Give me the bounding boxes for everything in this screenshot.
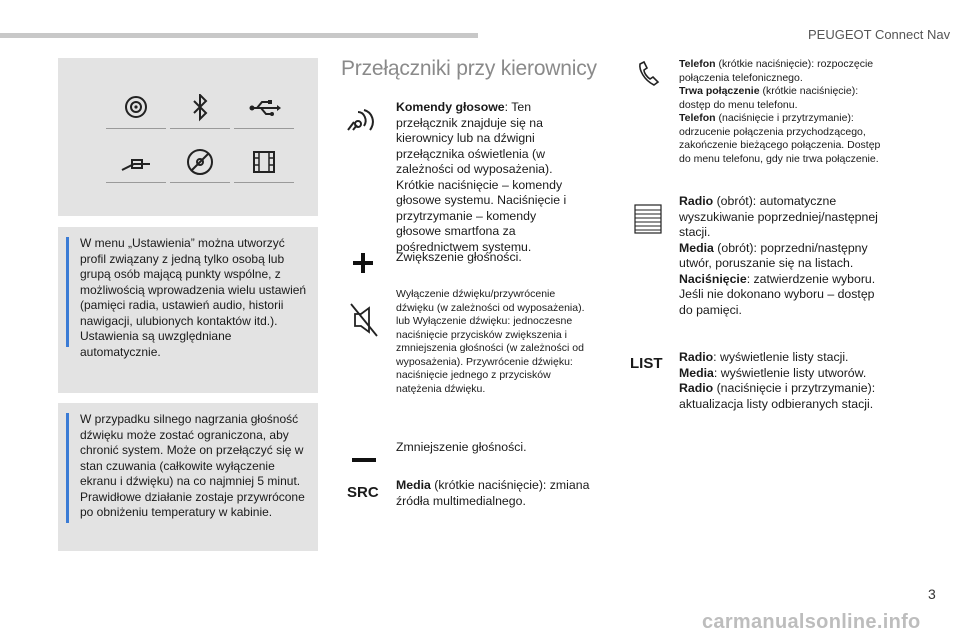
src-label: Media	[396, 478, 431, 492]
list-text-2: : wyświetlenie listy utworów.	[713, 365, 867, 380]
info-accent-bar	[66, 413, 69, 523]
list-text-1: : wyświetlenie listy stacji.	[713, 350, 849, 364]
wheel-text-3: : zatwierdzenie wyboru. Jeśli nie dokonano wyboru – dostęp do pamięci.	[679, 271, 876, 317]
video-icon	[234, 148, 294, 188]
list-description	[679, 350, 889, 412]
voice-command-icon	[344, 108, 380, 139]
usb-icon	[234, 94, 294, 134]
note-text: W menu „Ustawienia” można utworzyć profil związany z jedną tylko osobą lub grupą osób mającą punkty wspólne, z możliwością wprowadzenia wielu ustawień (pamięci radia, ustawień audio, historii nawigacji, ulubionych kontaktów itd.). Ustawienia są uwzględniane automatycznie.	[80, 236, 307, 359]
voice-command-text: : Ten przełącznik znajduje się na kierownicy lub na dźwigni przełącznika oświetlenia (w zależności od wyposażenia). Krótkie naciśnięcie – komendy głosowe systemu. Naciśnięcie i przytrzymanie – komendy głosowe smartfona za pośrednictwem systemu.	[396, 100, 567, 254]
phone-description	[679, 58, 889, 166]
info-accent-bar	[66, 237, 69, 347]
info-note-profiles	[58, 227, 318, 393]
wheel-label-3: Naciśnięcie	[679, 271, 747, 286]
aux-cable-icon	[106, 148, 166, 188]
wheel-label-2: Media	[679, 240, 714, 255]
note-text: W przypadku silnego nagrzania głośność dźwięku może zostać ograniczona, aby chronić system. Może on przełączyć się w stan czuwania (całkowite wyłączenie ekranu i dźwięku) na co najmniej 5 minut. Prawidłowe działanie zostaje przywrócone po obniżeniu temperatury w kabinie.	[80, 412, 305, 519]
section-title: Przełączniki przy kierownicy	[341, 57, 597, 80]
volume-up-text: Zwiększenie głośności.	[396, 250, 522, 264]
list-label-2: Media	[679, 365, 714, 380]
wheel-text-2: (obrót): poprzedni/następny utwór, poruszanie się na listach.	[679, 240, 868, 270]
wheel-text-1: (obrót): automatyczne wyszukiwanie poprzedniej/następnej stacji.	[679, 194, 878, 239]
src-icon: SRC	[347, 484, 379, 501]
voice-command-description	[396, 100, 581, 255]
src-description	[396, 478, 596, 509]
thumbwheel-icon	[634, 204, 662, 239]
footer-watermark-url: carmanualsonline.info	[702, 611, 921, 633]
list-label-3: Radio	[679, 381, 714, 395]
plus-icon	[352, 252, 374, 279]
volume-down-text: Zmniejszenie głośności.	[396, 440, 527, 454]
info-note-temperature	[58, 403, 318, 551]
phone-text-2: (krótkie naciśnięcie): dostęp do menu telefonu.	[679, 85, 859, 111]
page-number: 3	[928, 586, 936, 602]
page-header-title: PEUGEOT Connect Nav	[808, 27, 951, 42]
bluetooth-icon	[170, 94, 230, 134]
cd-icon	[170, 148, 230, 188]
list-text-3: (naciśnięcie i przytrzymanie): aktualizacja listy odbieranych stacji.	[679, 381, 876, 411]
ring-icon	[106, 94, 166, 134]
voice-command-label: Komendy głosowe	[396, 100, 505, 114]
top-rule	[0, 33, 478, 38]
phone-label-3: Telefon	[679, 112, 716, 124]
phone-icon	[636, 60, 660, 93]
list-label-1: Radio	[679, 350, 714, 364]
mute-text: Wyłączenie dźwięku/przywrócenie dźwięku (w zależności od wyposażenia). lub Wyłączenie dźwięku: jednoczesne naciśnięcie przycisków zwiększenia i zmniejszenia głośności (w zależności od wyposażenia). Przywrócenie dźwięku: naciśnięcie jednego z przycisków natężenia dźwięku.	[396, 288, 585, 395]
thumbwheel-description	[679, 194, 889, 318]
minus-icon	[352, 451, 376, 469]
mute-icon	[349, 302, 379, 343]
src-text: (krótkie naciśnięcie): zmiana źródła multimedialnego.	[396, 478, 590, 508]
phone-text-3: (naciśnięcie i przytrzymanie): odrzucenie połączenia przychodzącego, zakończenie bieżącego połączenia. Dostęp do menu telefonu, gdy nie trwa połączenie.	[679, 112, 881, 165]
phone-label-2: Trwa połączenie	[679, 85, 760, 97]
phone-label-1: Telefon	[679, 58, 716, 70]
list-icon: LIST	[630, 355, 663, 372]
connectivity-icons-panel	[58, 58, 318, 216]
phone-text-1: (krótkie naciśnięcie): rozpoczęcie połączenia telefonicznego.	[679, 58, 874, 84]
wheel-label-1: Radio	[679, 194, 714, 208]
